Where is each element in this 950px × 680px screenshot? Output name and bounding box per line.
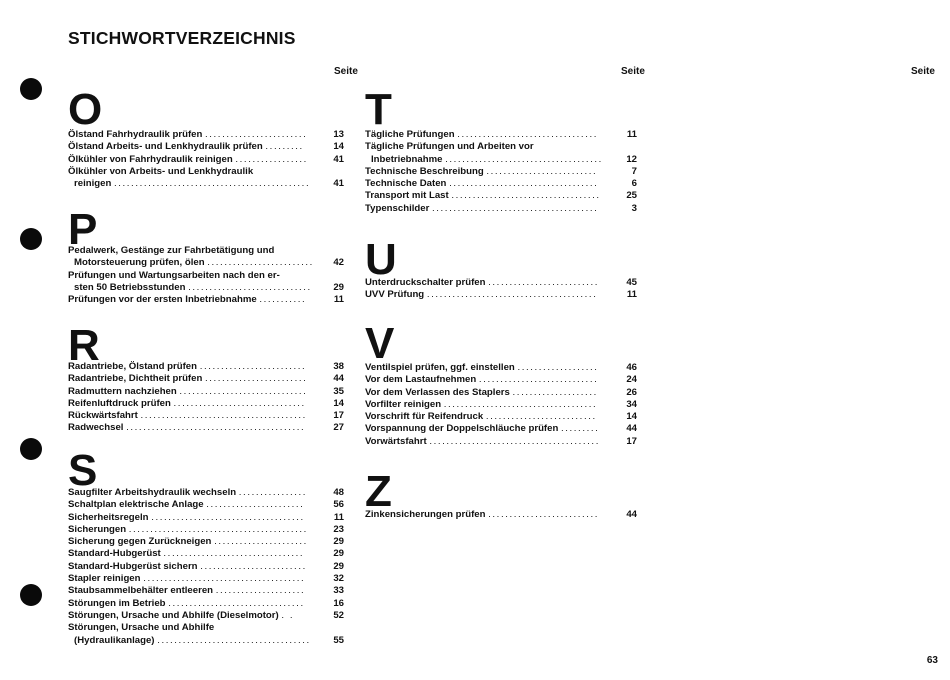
leader-dots: ....................................... (432, 202, 599, 214)
leader-dots: .......................... (488, 277, 600, 288)
leader-dots: ..................... (215, 585, 306, 597)
index-group-u (365, 277, 637, 302)
page-number: 63 (926, 655, 938, 666)
leader-dots: .......................................... (128, 523, 308, 535)
index-entry (365, 411, 637, 423)
entry-text: Störungen im Betrieb ................................ (68, 597, 305, 609)
leader-dots: .................................... (151, 511, 305, 523)
index-letter-t: T (365, 85, 392, 134)
leader-dots: ................ (238, 487, 308, 498)
entry-page-number: 7 (631, 165, 637, 177)
entry-page-number: 41 (333, 153, 344, 165)
entry-text: Motorsteuerung prüfen, ölen ......................... (74, 257, 314, 269)
leader-dots: ................................ (168, 597, 305, 609)
index-entry (68, 610, 344, 622)
index-entry (68, 487, 344, 499)
index-entry (68, 499, 344, 511)
entry-page-number: 44 (626, 423, 637, 435)
entry-text: Ölkühler von Arbeits- und Lenkhydraulik (68, 165, 254, 177)
index-letter-s: S (68, 446, 98, 495)
leader-dots: ............................ (478, 374, 599, 386)
entry-text: Ölstand Fahrhydraulik prüfen ........................ (68, 129, 308, 140)
index-entry-continuation (68, 282, 344, 294)
index-entry (68, 166, 344, 178)
column-header-seite-3: Seite (911, 66, 935, 77)
index-entry (68, 270, 344, 282)
entry-page-number: 11 (626, 289, 637, 301)
index-letter-r: R (68, 321, 100, 370)
punch-hole-icon (20, 584, 42, 606)
index-entry-continuation (68, 178, 344, 190)
index-entry (68, 141, 344, 153)
leader-dots: .......................... (486, 165, 598, 177)
leader-dots: ........................ (205, 373, 308, 385)
leader-dots: ......................... (199, 361, 307, 372)
entry-page-number: 46 (626, 362, 637, 373)
entry-text: Schaltplan elektrische Anlage ....................... (68, 499, 305, 511)
entry-page-number: 11 (333, 511, 344, 523)
entry-page-number: 26 (626, 386, 637, 398)
entry-page-number: 32 (333, 573, 344, 585)
entry-text: Prüfungen und Wartungsarbeiten nach den er- (68, 269, 280, 281)
index-group-o (68, 129, 344, 190)
index-entry (68, 154, 344, 166)
index-group-v (365, 362, 637, 448)
index-entry (68, 561, 344, 573)
index-entry (365, 362, 637, 374)
entry-text: Radantriebe, Ölstand prüfen ......................... (68, 361, 307, 372)
entry-page-number: 17 (626, 435, 637, 447)
entry-text: Vor dem Verlassen des Staplers .................... (365, 386, 598, 398)
entry-text: Störungen, Ursache und Abhilfe (Dieselmotor) . . (68, 609, 295, 621)
index-entry (365, 141, 637, 153)
leader-dots: ...................... (214, 536, 308, 548)
leader-dots: ................................. (457, 129, 598, 140)
entry-text: Standard-Hubgerüst ................................. (68, 548, 305, 560)
punch-hole-icon (20, 228, 42, 250)
entry-text: Radantriebe, Dichtheit prüfen ........................ (68, 373, 308, 385)
entry-text: Prüfungen vor der ersten Inbetriebnahme ........... (68, 294, 307, 306)
index-entry (68, 410, 344, 422)
entry-text: Störungen, Ursache und Abhilfe (68, 622, 215, 634)
index-entry (365, 423, 637, 435)
index-entry (365, 399, 637, 411)
entry-text: Saugfilter Arbeitshydraulik wechseln ................ (68, 487, 308, 498)
leader-dots: ....................... (206, 499, 305, 511)
entry-page-number: 48 (333, 487, 344, 498)
entry-page-number: 14 (626, 411, 637, 423)
leader-dots: .......................... (488, 509, 600, 520)
index-entry (68, 585, 344, 597)
leader-dots: ......... (265, 141, 304, 153)
entry-text: UVV Prüfung ........................................ (365, 289, 598, 301)
index-entry (365, 509, 637, 521)
index-entry (365, 277, 637, 289)
entry-page-number: 14 (333, 397, 344, 409)
entry-page-number: 13 (333, 129, 344, 140)
leader-dots: ......................... (200, 560, 307, 572)
entry-page-number: 24 (626, 374, 637, 386)
entry-text: Ölstand Arbeits- und Lenkhydraulik prüfen ......... (68, 141, 304, 153)
entry-page-number: 44 (333, 373, 344, 385)
leader-dots: . . (281, 609, 295, 621)
entry-text: Rückwärtsfahrt ....................................... (68, 410, 307, 422)
entry-page-number: 42 (333, 257, 344, 269)
leader-dots: ................................... (449, 178, 599, 190)
index-entry (68, 294, 344, 306)
index-letter-z: Z (365, 467, 392, 516)
page-title: STICHWORTVERZEICHNIS (68, 28, 296, 48)
leader-dots: ....................................... (140, 410, 307, 422)
entry-page-number: 6 (631, 178, 637, 190)
leader-dots: ........................................ (429, 435, 600, 447)
index-letter-u: U (365, 235, 397, 284)
entry-page-number: 44 (626, 509, 637, 520)
leader-dots: ............................. (188, 281, 312, 293)
entry-page-number: 29 (333, 281, 344, 293)
index-entry (68, 361, 344, 373)
index-entry (365, 387, 637, 399)
index-letter-p: P (68, 205, 98, 254)
leader-dots: .................... (512, 386, 598, 398)
entry-page-number: 23 (333, 523, 344, 535)
entry-text: Standard-Hubgerüst sichern ......................... (68, 560, 307, 572)
entry-text: Tägliche Prüfungen ................................. (365, 129, 598, 140)
entry-text: Zinkensicherungen prüfen .......................... (365, 509, 600, 520)
entry-page-number: 11 (626, 129, 637, 140)
entry-page-number: 29 (333, 548, 344, 560)
index-entry (365, 178, 637, 190)
index-entry (365, 166, 637, 178)
index-entry (365, 436, 637, 448)
entry-text: (Hydraulikanlage) .................................... (74, 634, 311, 646)
index-letter-o: O (68, 85, 103, 134)
leader-dots: .................................... (443, 398, 598, 410)
entry-page-number: 27 (333, 422, 344, 434)
leader-dots: ............................... (173, 397, 306, 409)
entry-page-number: 25 (626, 190, 637, 202)
index-entry (68, 524, 344, 536)
leader-dots: ................................. (163, 548, 305, 560)
entry-text: Ölkühler von Fahrhydraulik reinigen ................. (68, 153, 308, 165)
entry-text: Radwechsel .......................................... (68, 422, 306, 434)
entry-text: Reifenluftdruck prüfen ............................... (68, 397, 306, 409)
leader-dots: ..................................... (445, 153, 603, 165)
entry-page-number: 45 (626, 277, 637, 288)
entry-text: Vorspannung der Doppelschläuche prüfen ......... (365, 423, 600, 435)
entry-text: Inbetriebnahme ..................................... (371, 153, 603, 165)
leader-dots: ........................ (205, 129, 308, 140)
index-entry (68, 129, 344, 141)
entry-text: Transport mit Last ................................... (365, 190, 601, 202)
index-entry (68, 422, 344, 434)
punch-hole-icon (20, 438, 42, 460)
entry-text: Tägliche Prüfungen und Arbeiten vor (365, 141, 534, 153)
entry-page-number: 52 (333, 609, 344, 621)
leader-dots: .............................. (179, 385, 308, 397)
entry-text: Vorfilter reinigen .................................... (365, 398, 598, 410)
leader-dots: ................... (517, 362, 599, 373)
entry-text: Vorschrift für Reifendruck .......................... (365, 411, 597, 423)
index-group-p (68, 245, 344, 306)
index-entry (68, 373, 344, 385)
entry-page-number: 33 (333, 585, 344, 597)
index-entry-continuation (365, 154, 637, 166)
leader-dots: .......................... (485, 411, 597, 423)
entry-text: Vorwärtsfahrt ........................................ (365, 435, 600, 447)
entry-text: Stapler reinigen ...................................... (68, 573, 306, 585)
index-group-t (365, 129, 637, 215)
index-entry (365, 203, 637, 215)
index-entry (68, 598, 344, 610)
index-entry-continuation (68, 257, 344, 269)
leader-dots: ................................... (451, 190, 601, 202)
entry-page-number: 56 (333, 499, 344, 511)
leader-dots: .......................................... (126, 422, 306, 434)
index-group-s (68, 487, 344, 647)
entry-text: Ventilspiel prüfen, ggf. einstellen ................... (365, 362, 599, 373)
entry-page-number: 34 (626, 398, 637, 410)
index-group-z (365, 509, 637, 521)
column-header-seite-2: Seite (621, 66, 645, 77)
entry-text: sten 50 Betriebsstunden ............................. (74, 281, 312, 293)
index-entry (68, 548, 344, 560)
index-entry (68, 398, 344, 410)
column-header-seite-1: Seite (334, 66, 358, 77)
entry-page-number: 17 (333, 410, 344, 422)
entry-text: Pedalwerk, Gestänge zur Fahrbetätigung und (68, 245, 275, 256)
punch-hole-icon (20, 78, 42, 100)
index-letter-v: V (365, 319, 395, 368)
leader-dots: ........... (259, 294, 307, 306)
leader-dots: ......... (561, 423, 600, 435)
entry-text: Sicherung gegen Zurückneigen ...................... (68, 536, 308, 548)
entry-text: Vor dem Lastaufnehmen ............................ (365, 374, 599, 386)
entry-text: Staubsammelbehälter entleeren ..................... (68, 585, 306, 597)
index-entry (365, 289, 637, 301)
leader-dots: ........................................ (426, 289, 598, 301)
entry-text: Unterdruckschalter prüfen .......................... (365, 277, 600, 288)
entry-page-number: 12 (626, 153, 637, 165)
entry-page-number: 29 (333, 536, 344, 548)
index-entry-continuation (68, 635, 344, 647)
index-entry (68, 622, 344, 634)
entry-page-number: 41 (333, 178, 344, 190)
entry-text: Technische Daten ................................... (365, 178, 599, 190)
index-entry (365, 374, 637, 386)
entry-page-number: 14 (333, 141, 344, 153)
index-entry (365, 190, 637, 202)
index-entry (68, 512, 344, 524)
entry-page-number: 29 (333, 560, 344, 572)
index-entry (68, 245, 344, 257)
leader-dots: .................................... (157, 634, 311, 646)
index-group-r (68, 361, 344, 435)
entry-page-number: 3 (631, 202, 637, 214)
entry-text: Radmuttern nachziehen .............................. (68, 385, 308, 397)
entry-page-number: 11 (333, 294, 344, 306)
entry-text: Typenschilder ....................................... (365, 202, 599, 214)
index-entry (68, 573, 344, 585)
index-entry (68, 536, 344, 548)
entry-page-number: 38 (333, 361, 344, 372)
leader-dots: ................. (235, 153, 308, 165)
index-entry (68, 386, 344, 398)
leader-dots: ...................................... (143, 573, 306, 585)
entry-page-number: 16 (333, 597, 344, 609)
entry-text: Sicherungen .......................................... (68, 523, 308, 535)
entry-page-number: 35 (333, 385, 344, 397)
index-entry (365, 129, 637, 141)
entry-page-number: 55 (333, 634, 344, 646)
entry-text: Sicherheitsregeln .................................... (68, 511, 305, 523)
entry-text: Technische Beschreibung .......................... (365, 165, 598, 177)
leader-dots: .............................................. (114, 178, 311, 190)
entry-text: reinigen .............................................. (74, 178, 311, 190)
leader-dots: ......................... (207, 257, 314, 269)
